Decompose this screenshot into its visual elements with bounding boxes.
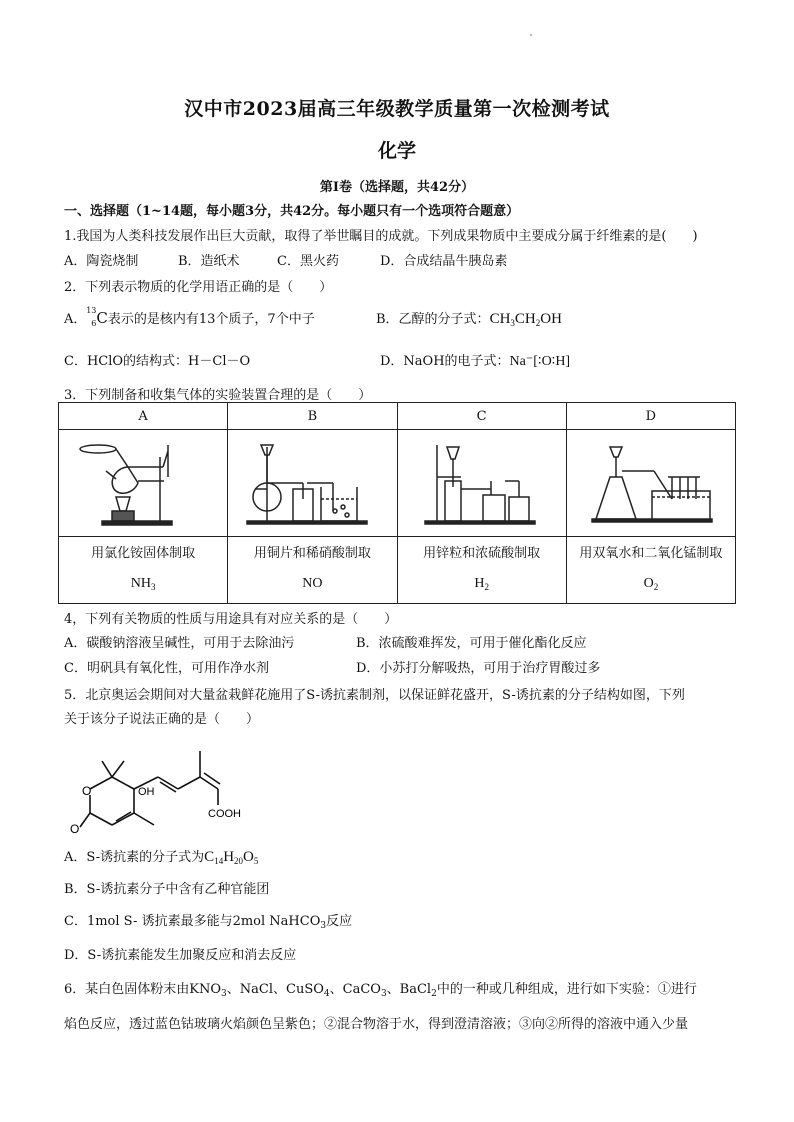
- apparatus-a-drawing: [68, 437, 218, 533]
- q2-option-d: [380, 350, 570, 370]
- apparatus-b-drawing: [237, 437, 387, 533]
- hydroxyl-label: OH: [138, 786, 155, 798]
- formula-sub: 14: [214, 856, 224, 866]
- q2-b-text: B．乙醇的分子式：: [376, 312, 490, 327]
- apparatus-c-drawing: [407, 437, 557, 533]
- ring-oxygen-label: O: [82, 784, 92, 798]
- q4-option-d: D．小苏打分解吸热，可用于治疗胃酸过多: [356, 661, 601, 676]
- gas-main: NH: [130, 575, 151, 591]
- formula-part: CH: [489, 311, 511, 327]
- q4-option-c: C．明矾具有氧化性，可用作净水剂: [64, 661, 269, 676]
- q4-option-b: B．浓硫酸难挥发，可用于催化酯化反应: [356, 636, 587, 651]
- q6-line1: [64, 978, 697, 999]
- formula-sub: 2: [431, 989, 437, 999]
- q5-option-d: D．S-诱抗素能发生加聚反应和消去反应: [64, 948, 297, 963]
- gas-label-a: [59, 569, 227, 602]
- q6-text: 、BaCl: [386, 982, 432, 997]
- q5-option-c: [64, 910, 352, 931]
- formula-sub: 20: [234, 856, 244, 866]
- q4-option-a: A．碳酸钠溶液呈碱性，可用于去除油污: [64, 636, 295, 651]
- q1-option-b: B．造纸术: [178, 254, 240, 269]
- formula-sub: 3: [221, 989, 227, 999]
- caption-text-a: 用氯化铵固体制取: [91, 545, 196, 561]
- nuclide-notation: [86, 306, 97, 328]
- table-caption-row: [59, 537, 736, 604]
- q5-a-text: A．S-诱抗素的分子式为: [64, 850, 205, 865]
- q5-c-text: C．1mol S- 诱抗素最多能与2mol NaHCO: [64, 914, 321, 929]
- q4-stem: 4，下列有关物质的性质与用途具有对应关系的是（ ）: [64, 612, 398, 627]
- element-symbol: C: [96, 309, 108, 327]
- q5-option-a: [64, 846, 258, 866]
- apparatus-cell-c: [397, 430, 566, 537]
- ethanol-formula: [490, 311, 562, 327]
- apparatus-table: [58, 402, 736, 604]
- q1-option-d: D．合成结晶牛胰岛素: [380, 254, 508, 269]
- q1-option-c: C．黑火药: [277, 254, 339, 269]
- formula-sub: 4: [323, 989, 330, 999]
- q5-option-b: B．S-诱抗素分子中含有乙种官能团: [64, 882, 270, 897]
- apparatus-cell-a: [59, 430, 228, 537]
- formula-sub: 2: [535, 318, 541, 328]
- gas-label-d: [567, 569, 735, 602]
- subject-title: 化学: [377, 140, 416, 162]
- q6-line2: 焰色反应，透过蓝色钴玻璃火焰颜色呈紫色；②混合物溶于水，得到澄清溶液；③向②所得的溶液中通入少量: [64, 1017, 689, 1032]
- carbonyl-oxygen-label: O: [70, 822, 80, 836]
- q6-text: 中的一种或几种组成，进行如下实验：①进行: [436, 982, 697, 997]
- section-heading: 一、选择题（1~14题，每小题3分，共42分。每小题只有一个选项符合题意）: [64, 204, 520, 219]
- carboxyl-label: COOH: [208, 808, 241, 820]
- formula-sub: 3: [320, 921, 327, 931]
- formula-part: H: [223, 849, 235, 865]
- q2-a-prefix: A．: [64, 312, 87, 327]
- header-cell-a: A: [59, 403, 228, 430]
- apparatus-d-drawing: [576, 437, 726, 533]
- gas-label-c: [398, 569, 566, 602]
- gas-sub: 2: [653, 581, 659, 592]
- atomic-number: 6: [91, 319, 97, 328]
- q1-option-a: A．陶瓷烧制: [64, 254, 139, 269]
- exam-title: 汉中市2023届高三年级教学质量第一次检测考试: [184, 98, 610, 120]
- formula-part: C: [204, 849, 215, 865]
- header-cell-d: D: [566, 403, 735, 430]
- q3-stem: 3．下列制备和收集气体的实验装置合理的是（ ）: [64, 388, 372, 403]
- electron-formula: Na⁻[∶O∶H]: [509, 354, 571, 369]
- formula-sub: 3: [380, 989, 387, 999]
- formula-part: O: [243, 849, 254, 865]
- caption-text-b: 用铜片和稀硝酸制取: [253, 545, 371, 561]
- mass-number: 13: [86, 306, 97, 315]
- gas-sub: 2: [484, 581, 489, 592]
- formula-sub: 5: [253, 856, 259, 866]
- formula-part: OH: [540, 311, 562, 327]
- q5-c-text-tail: 反应: [326, 914, 353, 929]
- table-header-row: [59, 403, 736, 430]
- gas-main: H: [474, 575, 485, 591]
- s-abscisic-structure: [68, 733, 268, 843]
- q2-option-a: [64, 308, 315, 327]
- caption-cell-d: [566, 537, 735, 604]
- q1-stem: 1.我国为人类科技发展作出巨大贡献，取得了举世瞩目的成就。下列成果物质中主要成分属于纤维素的是( ): [64, 229, 698, 244]
- q2-d-text: D．NaOH的电子式：: [380, 354, 510, 369]
- caption-text-d: 用双氧水和二氧化锰制取: [579, 545, 723, 561]
- q2-option-c: C．HClO的结构式：H－Cl－O: [64, 354, 251, 369]
- header-cell-b: B: [228, 403, 397, 430]
- q2-option-b: [376, 308, 562, 328]
- molecular-formula: [204, 849, 258, 865]
- caption-cell-a: [59, 537, 228, 604]
- part-heading: 第Ⅰ卷（选择题，共42分）: [319, 180, 475, 195]
- q2-a-text: 表示的是核内有13个质子，7个中子: [107, 312, 315, 327]
- header-cell-c: C: [397, 403, 566, 430]
- q5-stem-line2: 关于该分子说法正确的是（ ）: [64, 712, 260, 727]
- q6-text: 、NaCl、CuSO: [226, 982, 324, 997]
- scan-speck: [530, 34, 532, 36]
- formula-sub: 3: [510, 318, 515, 328]
- q6-text: 、CaCO: [329, 982, 381, 997]
- gas-label-b: [228, 569, 396, 602]
- apparatus-cell-b: [228, 430, 397, 537]
- gas-main: O: [643, 575, 654, 591]
- caption-cell-c: [397, 537, 566, 604]
- q2-stem: 2．下列表示物质的化学用语正确的是（ ）: [64, 280, 333, 295]
- caption-text-c: 用锌粒和浓硫酸制取: [423, 545, 541, 561]
- q5-stem-line1: 5．北京奥运会期间对大量盆栽鲜花施用了S-诱抗素制剂，以保证鲜花盛开，S-诱抗素的分子结构如图，下列: [64, 688, 685, 703]
- apparatus-cell-d: [566, 430, 735, 537]
- q6-text: 6．某白色固体粉末由KNO: [64, 982, 222, 997]
- caption-cell-b: [228, 537, 397, 604]
- formula-part: CH: [514, 311, 536, 327]
- gas-sub: 3: [150, 581, 156, 592]
- table-image-row: [59, 430, 736, 537]
- gas-main: NO: [302, 575, 323, 591]
